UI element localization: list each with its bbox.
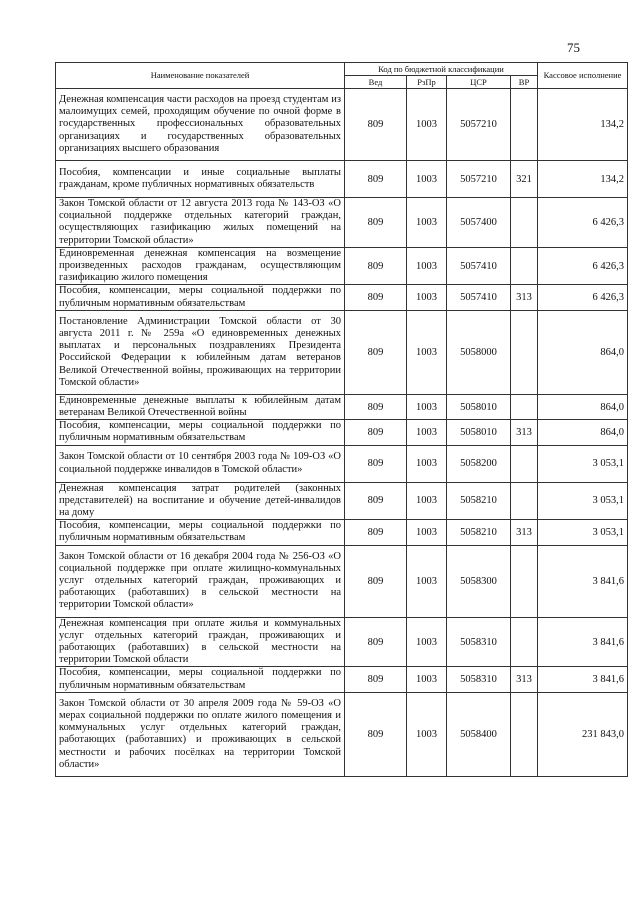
row-vr: 321 [511,161,538,198]
row-vr: 313 [511,520,538,545]
row-name: Пособия, компенсации, меры социальной поддержки по публичным нормативным обязательствам [56,285,345,310]
row-ved: 809 [345,545,407,617]
row-amount: 3 053,1 [538,445,628,482]
row-name: Пособия, компенсации, меры социальной поддержки по публичным нормативным обязательствам [56,420,345,445]
row-amount: 3 053,1 [538,482,628,520]
header-rzpr: РзПр [407,76,447,89]
table-row [56,520,628,545]
row-vr [511,198,538,248]
row-name: Денежная компенсация затрат родителей (законных представителей) на воспитание и обучение детей-инвалидов на дому [56,482,345,520]
header-cash-execution: Кассовое исполнение [538,63,628,89]
row-name: Денежная компенсация части расходов на проезд студентам из малоимущих семей, проходящим обучение по очной форме в государственных профессиональных образовательных организациях и государственных образовательных организациях высшего образования [56,89,345,161]
row-rzpr: 1003 [407,482,447,520]
row-csr: 5058200 [447,445,511,482]
row-rzpr: 1003 [407,617,447,667]
row-amount: 6 426,3 [538,198,628,248]
row-amount: 3 841,6 [538,617,628,667]
row-csr: 5057210 [447,161,511,198]
row-name: Пособия, компенсации и иные социальные выплаты гражданам, кроме публичных нормативных обязательств [56,161,345,198]
table-row [56,667,628,692]
header-row-1 [56,63,628,76]
row-ved: 809 [345,482,407,520]
row-amount: 864,0 [538,420,628,445]
row-name: Единовременные денежные выплаты к юбилейным датам ветеранам Великой Отечественной войны [56,394,345,419]
row-ved: 809 [345,667,407,692]
row-csr: 5058310 [447,617,511,667]
table-row [56,545,628,617]
row-csr: 5058000 [447,310,511,394]
header-indicator-name: Наименование показателей [56,63,345,89]
row-ved: 809 [345,161,407,198]
row-vr: 313 [511,285,538,310]
row-csr: 5058210 [447,520,511,545]
row-vr [511,394,538,419]
row-name: Закон Томской области от 30 апреля 2009 года № 59-ОЗ «О мерах социальной поддержки по оплате жилого помещения и коммунальных услуг отдельных категорий граждан, работающих (работавших) и проживающих в сельской местности и рабочих посёлках на территории Томской области» [56,692,345,776]
row-vr [511,310,538,394]
row-ved: 809 [345,617,407,667]
row-amount: 134,2 [538,89,628,161]
row-name: Денежная компенсация при оплате жилья и коммунальных услуг отдельных категорий граждан, проживающих и работающих (работавших) в сельской местности на территории Томской области [56,617,345,667]
table-row [56,445,628,482]
row-rzpr: 1003 [407,420,447,445]
row-csr: 5058010 [447,420,511,445]
row-amount: 231 843,0 [538,692,628,776]
row-vr [511,692,538,776]
row-name: Закон Томской области от 12 августа 2013 года № 143-ОЗ «О социальной поддержке отдельных категорий граждан, осуществляющих газификацию жилых помещений на территории Томской области» [56,198,345,248]
row-rzpr: 1003 [407,445,447,482]
row-rzpr: 1003 [407,285,447,310]
row-rzpr: 1003 [407,310,447,394]
row-rzpr: 1003 [407,394,447,419]
row-ved: 809 [345,394,407,419]
row-amount: 864,0 [538,310,628,394]
row-csr: 5058310 [447,667,511,692]
header-code-group: Код по бюджетной классификации [345,63,538,76]
row-amount: 3 841,6 [538,667,628,692]
row-rzpr: 1003 [407,198,447,248]
table-row [56,482,628,520]
row-csr: 5057410 [447,285,511,310]
row-ved: 809 [345,520,407,545]
row-csr: 5058210 [447,482,511,520]
row-name: Единовременная денежная компенсация на возмещение произведенных расходов гражданам, осуществляющим газификацию жилого помещения [56,247,345,285]
row-csr: 5058400 [447,692,511,776]
row-ved: 809 [345,310,407,394]
row-name: Закон Томской области от 10 сентября 2003 года № 109-ОЗ «О социальной поддержке инвалидов в Томской области» [56,445,345,482]
row-ved: 809 [345,89,407,161]
row-amount: 6 426,3 [538,285,628,310]
row-ved: 809 [345,198,407,248]
table-row [56,394,628,419]
table-row [56,285,628,310]
row-csr: 5058010 [447,394,511,419]
row-vr [511,482,538,520]
table-row [56,617,628,667]
row-vr [511,617,538,667]
row-vr [511,89,538,161]
row-amount: 3 053,1 [538,520,628,545]
row-rzpr: 1003 [407,692,447,776]
row-rzpr: 1003 [407,247,447,285]
row-vr [511,545,538,617]
row-csr: 5058300 [447,545,511,617]
table-row [56,310,628,394]
row-amount: 134,2 [538,161,628,198]
row-csr: 5057410 [447,247,511,285]
row-vr: 313 [511,667,538,692]
table-body [56,89,628,777]
row-rzpr: 1003 [407,89,447,161]
row-name: Закон Томской области от 16 декабря 2004 года № 256-ОЗ «О социальной поддержке при оплате жилищно-коммунальных услуг отдельных категорий граждан, проживающих и работающих (работавших) в сельской местности на территории Томской области» [56,545,345,617]
row-ved: 809 [345,247,407,285]
row-name: Постановление Администрации Томской области от 30 августа 2011 г. № 259а «О единовременных денежных выплатах и персональных поздравлениях Президента Российской Федерации к юбилейным датам ветеранов Великой Отечественной войны, проживающих на территории Томской области» [56,310,345,394]
row-csr: 5057210 [447,89,511,161]
row-vr [511,445,538,482]
row-amount: 3 841,6 [538,545,628,617]
row-csr: 5057400 [447,198,511,248]
table-row [56,420,628,445]
header-csr: ЦСР [447,76,511,89]
row-amount: 864,0 [538,394,628,419]
page-number: 75 [567,40,580,55]
row-rzpr: 1003 [407,161,447,198]
row-rzpr: 1003 [407,545,447,617]
header-vr: ВР [511,76,538,89]
row-name: Пособия, компенсации, меры социальной поддержки по публичным нормативным обязательствам [56,520,345,545]
row-ved: 809 [345,445,407,482]
row-vr [511,247,538,285]
table-row [56,89,628,161]
row-name: Пособия, компенсации, меры социальной поддержки по публичным нормативным обязательствам [56,667,345,692]
row-rzpr: 1003 [407,520,447,545]
row-rzpr: 1003 [407,667,447,692]
row-ved: 809 [345,285,407,310]
table-row [56,247,628,285]
table-row [56,198,628,248]
row-vr: 313 [511,420,538,445]
row-ved: 809 [345,420,407,445]
row-amount: 6 426,3 [538,247,628,285]
table-row [56,692,628,776]
row-ved: 809 [345,692,407,776]
table-row [56,161,628,198]
header-ved: Вед [345,76,407,89]
budget-execution-table [55,62,628,777]
